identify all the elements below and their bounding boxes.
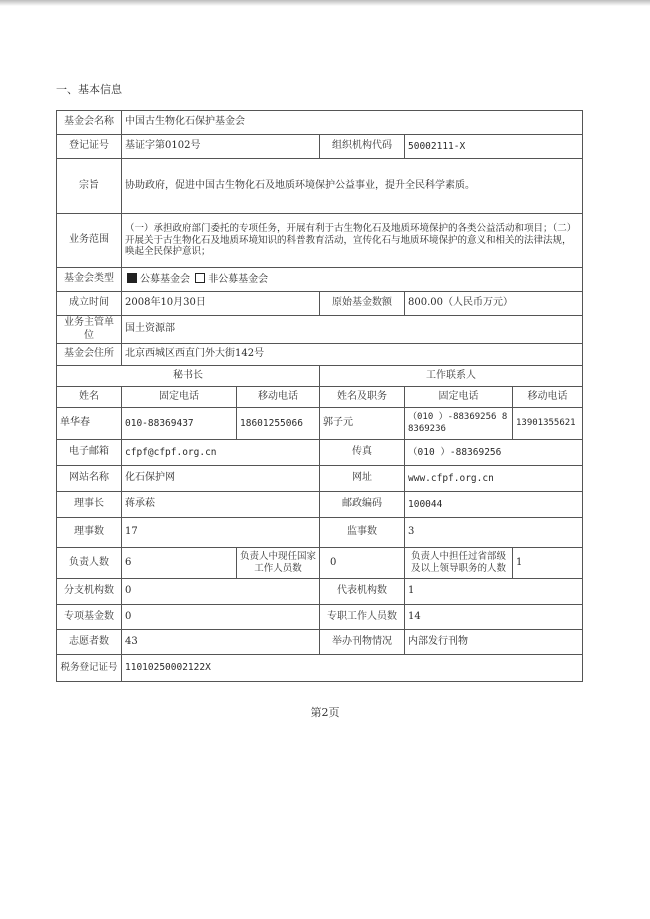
col-mobile: 移动电话 (237, 387, 320, 408)
label-address: 基金会住所 (57, 344, 122, 366)
value-contact-phone: （010 ）-88369256 88369236 (405, 408, 513, 440)
value-fund: 800.00（人民币万元） (405, 292, 583, 316)
value-address: 北京西城区西直门外大街142号 (122, 344, 583, 366)
label-email: 电子邮箱 (57, 440, 122, 466)
value-org-code: 50002111-X (405, 135, 583, 159)
label-rep-offices: 代表机构数 (320, 579, 405, 605)
basic-info-table (56, 110, 583, 682)
value-supervisor: 国土资源部 (122, 316, 583, 344)
value-fax: （010 ）-88369256 (405, 440, 583, 466)
row-volunteers (57, 630, 583, 655)
row-purpose (57, 159, 583, 214)
value-secretary-phone: 010-88369437 (122, 408, 237, 440)
label-leaders-current-official: 负责人中现任国家工作人员数 (237, 548, 320, 579)
label-name: 基金会名称 (57, 111, 122, 135)
label-directors: 理事数 (57, 518, 122, 548)
value-postcode: 100044 (405, 492, 583, 518)
value-email: cfpf@cfpf.org.cn (122, 440, 320, 466)
label-supervisor: 业务主管单位 (57, 316, 122, 344)
row-contact-subheaders (57, 387, 583, 408)
label-org-code: 组织机构代码 (320, 135, 405, 159)
value-publications: 内部发行刊物 (405, 630, 583, 655)
value-secretary-mobile: 18601255066 (237, 408, 320, 440)
col-phone: 固定电话 (122, 387, 237, 408)
label-publications: 举办刊物情况 (320, 630, 405, 655)
scan-top-edge (0, 0, 650, 6)
row-name (57, 111, 583, 135)
label-supervisors: 监事数 (320, 518, 405, 548)
row-tax-no (57, 655, 583, 682)
label-fax: 传真 (320, 440, 405, 466)
label-special-funds: 专项基金数 (57, 605, 122, 630)
value-directors: 17 (122, 518, 320, 548)
row-contact-headers (57, 366, 583, 387)
row-website (57, 466, 583, 492)
value-category (122, 268, 583, 292)
label-volunteers: 志愿者数 (57, 630, 122, 655)
category-public: 公募基金会 (140, 273, 190, 285)
label-reg-no: 登记证号 (57, 135, 122, 159)
row-email (57, 440, 583, 466)
label-fund: 原始基金数额 (320, 292, 405, 316)
unchecked-box-icon (195, 273, 205, 283)
value-special-funds: 0 (122, 605, 320, 630)
row-scope (57, 214, 583, 268)
row-branches (57, 579, 583, 605)
label-scope: 业务范围 (57, 214, 122, 268)
row-directors (57, 518, 583, 548)
value-chairman: 蒋承菘 (122, 492, 320, 518)
value-leaders-current-official: 0 (320, 548, 405, 579)
col-name: 姓名 (57, 387, 122, 408)
value-branches: 0 (122, 579, 320, 605)
col-mobile2: 移动电话 (513, 387, 583, 408)
col-name-title: 姓名及职务 (320, 387, 405, 408)
label-leaders-former-official: 负责人中担任过省部级及以上领导职务的人数 (405, 548, 513, 579)
label-staff: 专职工作人员数 (320, 605, 405, 630)
label-founded: 成立时间 (57, 292, 122, 316)
value-leaders: 6 (122, 548, 237, 579)
value-rep-offices: 1 (405, 579, 583, 605)
label-website: 网址 (320, 466, 405, 492)
label-postcode: 邮政编码 (320, 492, 405, 518)
row-contact-values (57, 408, 583, 440)
value-leaders-former-official: 1 (513, 548, 583, 579)
value-reg-no: 基证字第0102号 (122, 135, 320, 159)
label-category: 基金会类型 (57, 268, 122, 292)
value-tax-no: 11010250002122X (122, 655, 583, 682)
value-contact-name: 郭子元 (320, 408, 405, 440)
page-number: 第2页 (310, 706, 340, 719)
value-staff: 14 (405, 605, 583, 630)
header-contact: 工作联系人 (320, 366, 583, 387)
checked-box-icon (127, 273, 137, 283)
value-name: 中国古生物化石保护基金会 (122, 111, 583, 135)
value-founded: 2008年10月30日 (122, 292, 320, 316)
header-secretary: 秘书长 (57, 366, 320, 387)
label-website-name: 网站名称 (57, 466, 122, 492)
label-tax-no: 税务登记证号 (57, 655, 122, 682)
value-website-name: 化石保护网 (122, 466, 320, 492)
row-founded (57, 292, 583, 316)
value-purpose: 协助政府，促进中国古生物化石及地质环境保护公益事业，提升全民科学素质。 (122, 159, 583, 214)
label-chairman: 理事长 (57, 492, 122, 518)
row-address (57, 344, 583, 366)
section-title: 一、基本信息 (56, 83, 122, 96)
label-branches: 分支机构数 (57, 579, 122, 605)
value-website: www.cfpf.org.cn (405, 466, 583, 492)
col-phone2: 固定电话 (405, 387, 513, 408)
row-supervisor (57, 316, 583, 344)
row-leaders (57, 548, 583, 579)
label-leaders: 负责人数 (57, 548, 122, 579)
value-supervisors: 3 (405, 518, 583, 548)
value-contact-mobile: 13901355621 (513, 408, 583, 440)
value-scope: （一）承担政府部门委托的专项任务，开展有利于古生物化石及地质环境保护的各类公益活动和项目；（二）开展关于古生物化石及地质环境知识的科普教育活动，宣传化石与地质环境保护的意义和相关的法律法规，唤起全民保护意识； (122, 214, 583, 268)
category-nonpublic: 非公募基金会 (208, 273, 269, 285)
value-volunteers: 43 (122, 630, 320, 655)
row-reg-no (57, 135, 583, 159)
value-secretary-name: 单华春 (57, 408, 122, 440)
label-purpose: 宗旨 (57, 159, 122, 214)
row-chairman (57, 492, 583, 518)
row-special-funds (57, 605, 583, 630)
row-category (57, 268, 583, 292)
